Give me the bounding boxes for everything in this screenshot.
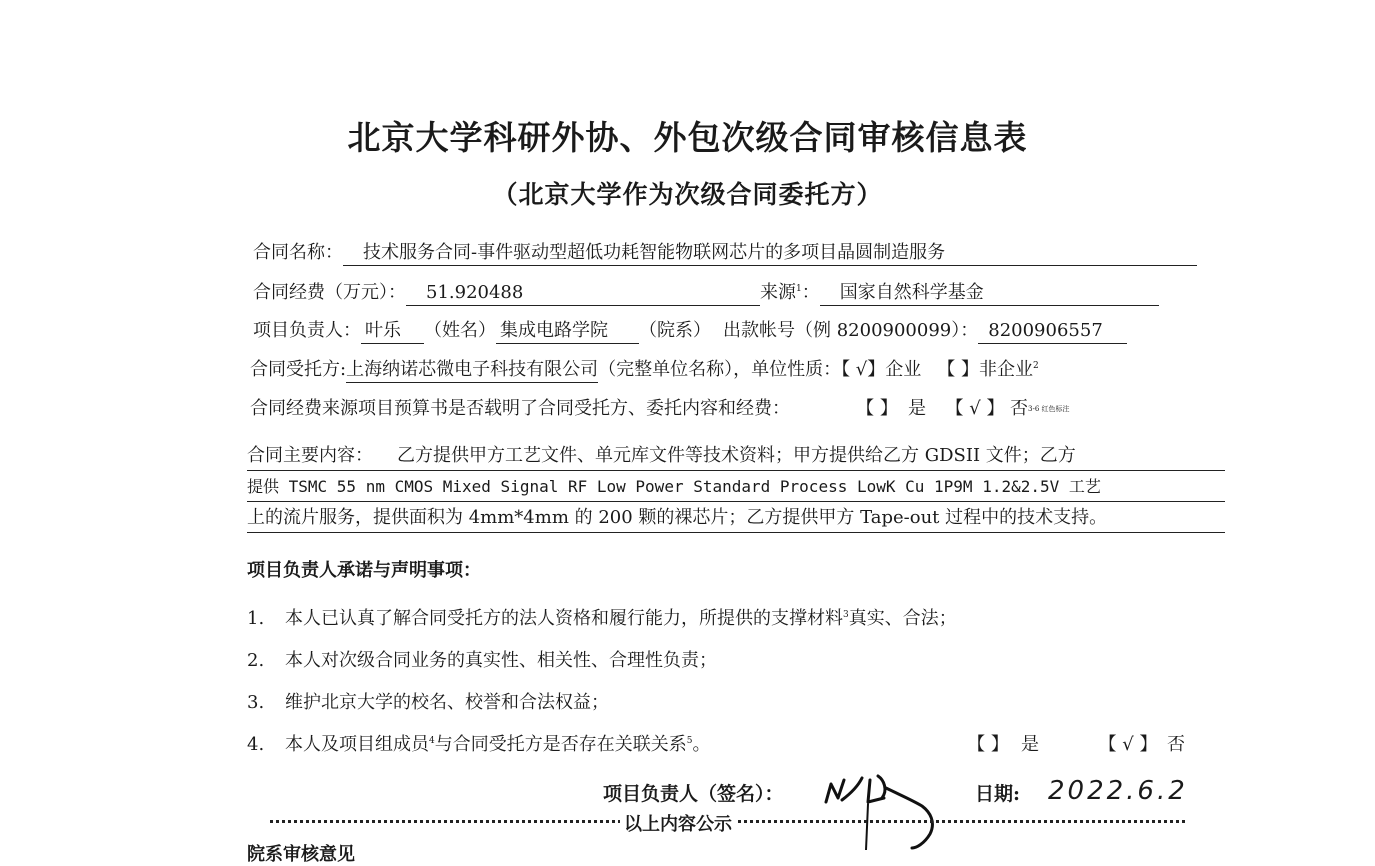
contract-fee-row bbox=[253, 281, 1159, 306]
relation-yes-checkbox[interactable]: 【 】 bbox=[967, 734, 1009, 755]
contract-name-row bbox=[253, 241, 1197, 266]
pledge-item-number: 4. bbox=[247, 734, 265, 755]
pledge-item-number: 3. bbox=[247, 692, 265, 713]
source-value: 国家自然科学基金 bbox=[820, 281, 1159, 306]
budget-label: 合同经费来源项目预算书是否载明了合同受托方、委托内容和经费： bbox=[250, 398, 790, 419]
contractor-value: 上海纳诺芯微电子科技有限公司 bbox=[346, 358, 598, 383]
pi-name-value: 叶乐 bbox=[361, 319, 424, 344]
pledge-item-1 bbox=[247, 604, 957, 630]
document-title: 北京大学科研外协、外包次级合同审核信息表 bbox=[347, 118, 1028, 157]
dept-value: 集成电路学院 bbox=[496, 319, 639, 344]
pledge-item-tail-2: 。 bbox=[692, 734, 711, 755]
pledge-item-text: 本人已认真了解合同受托方的法人资格和履行能力，所提供的支撑材料 bbox=[285, 608, 843, 629]
content-label: 合同主要内容： bbox=[247, 445, 373, 466]
budget-no-checkbox[interactable]: 【 √ 】 bbox=[945, 398, 1005, 419]
nature-enterprise-label: 企业 bbox=[885, 359, 922, 380]
date-value: 2022.6.2 bbox=[1048, 776, 1188, 806]
contract-content bbox=[247, 440, 1225, 533]
footnote-5: 5 bbox=[686, 736, 693, 746]
budget-yes-checkbox[interactable]: 【 】 bbox=[856, 398, 898, 419]
pi-label: 项目负责人： bbox=[253, 320, 361, 341]
budget-no-label: 否 bbox=[1010, 398, 1028, 419]
contract-fee-value: 51.920488 bbox=[406, 281, 760, 306]
pi-name-hint: （姓名） bbox=[424, 320, 496, 341]
pledge-item-number: 2. bbox=[247, 650, 265, 671]
account-value: 8200906557 bbox=[978, 319, 1127, 344]
contract-content-line-2: 提供 TSMC 55 nm CMOS Mixed Signal RF Low Power Standard Process LowK Cu 1P9M 1.2&2.5V 工艺 bbox=[247, 471, 1225, 502]
pledge-heading: 项目负责人承诺与声明事项： bbox=[247, 560, 481, 581]
date-label: 日期: bbox=[975, 783, 1021, 805]
source-colon: ： bbox=[801, 282, 820, 303]
pledge-item-tail: 真实、合法； bbox=[848, 608, 957, 629]
pledge-item-text: 维护北京大学的校名、校誉和合法权益； bbox=[285, 692, 609, 713]
pledge-item-text: 本人及项目组成员 bbox=[285, 734, 429, 755]
public-notice-label: 以上内容公示 bbox=[620, 810, 736, 836]
pledge-item-3 bbox=[247, 688, 609, 714]
pledge-item-tail: 与合同受托方是否存在关联关系 bbox=[434, 734, 687, 755]
footnote-4: 4 bbox=[429, 736, 435, 746]
pi-row bbox=[253, 319, 1127, 344]
footnote-3: 3 bbox=[843, 610, 849, 620]
source-label: 来源 bbox=[760, 282, 796, 303]
relation-no-checkbox[interactable]: 【 √ 】 bbox=[1098, 734, 1158, 755]
signature-label: 项目负责人（签名）： bbox=[603, 783, 784, 805]
relation-no-label: 否 bbox=[1167, 734, 1185, 755]
nature-non-enterprise-checkbox[interactable]: 【 】 bbox=[937, 359, 980, 380]
document-subtitle: （北京大学作为次级合同委托方） bbox=[492, 180, 883, 209]
contract-content-line-3: 上的流片服务，提供面积为 4mm*4mm 的 200 颗的裸芯片；乙方提供甲方 Tape-out 过程中的技术支持。 bbox=[247, 502, 1225, 533]
contractor-label: 合同受托方: bbox=[250, 359, 347, 380]
pledge-item-2 bbox=[247, 646, 717, 672]
footnote-1: 1 bbox=[796, 284, 802, 294]
dept-review-heading: 院系审核意见 bbox=[247, 844, 355, 865]
budget-row bbox=[250, 397, 1070, 421]
nature-enterprise-checkbox[interactable]: 【 √】 bbox=[841, 359, 886, 380]
footnote-2: 2 bbox=[1033, 361, 1039, 371]
relation-yes-label: 是 bbox=[1021, 734, 1039, 755]
contract-fee-label: 合同经费（万元）： bbox=[253, 282, 406, 303]
pledge-item-number: 1. bbox=[247, 608, 265, 629]
contract-name-label: 合同名称： bbox=[253, 242, 343, 263]
budget-yes-label: 是 bbox=[908, 398, 926, 419]
handwritten-signature bbox=[818, 768, 953, 850]
dept-hint: （院系） bbox=[639, 320, 711, 341]
account-label: 出款帐号（例 8200900099）： bbox=[723, 320, 979, 341]
relation-options bbox=[955, 730, 1185, 756]
content-text-1: 乙方提供甲方工艺文件、单元库文件等技术资料；甲方提供给乙方 GDSII 文件；乙方 bbox=[397, 445, 1076, 466]
contractor-row bbox=[250, 358, 1039, 383]
pledge-item-4 bbox=[247, 730, 710, 756]
contract-content-line-1 bbox=[247, 440, 1225, 471]
pledge-item-text: 本人对次级合同业务的真实性、相关性、合理性负责； bbox=[285, 650, 717, 671]
nature-non-enterprise-label: 非企业 bbox=[979, 359, 1034, 380]
contractor-hint: （完整单位名称），单位性质： bbox=[598, 359, 842, 380]
footnote-3-6: 3-6 红色标注 bbox=[1028, 405, 1070, 413]
contract-name-value: 技术服务合同-事件驱动型超低功耗智能物联网芯片的多项目晶圆制造服务 bbox=[343, 241, 1197, 266]
